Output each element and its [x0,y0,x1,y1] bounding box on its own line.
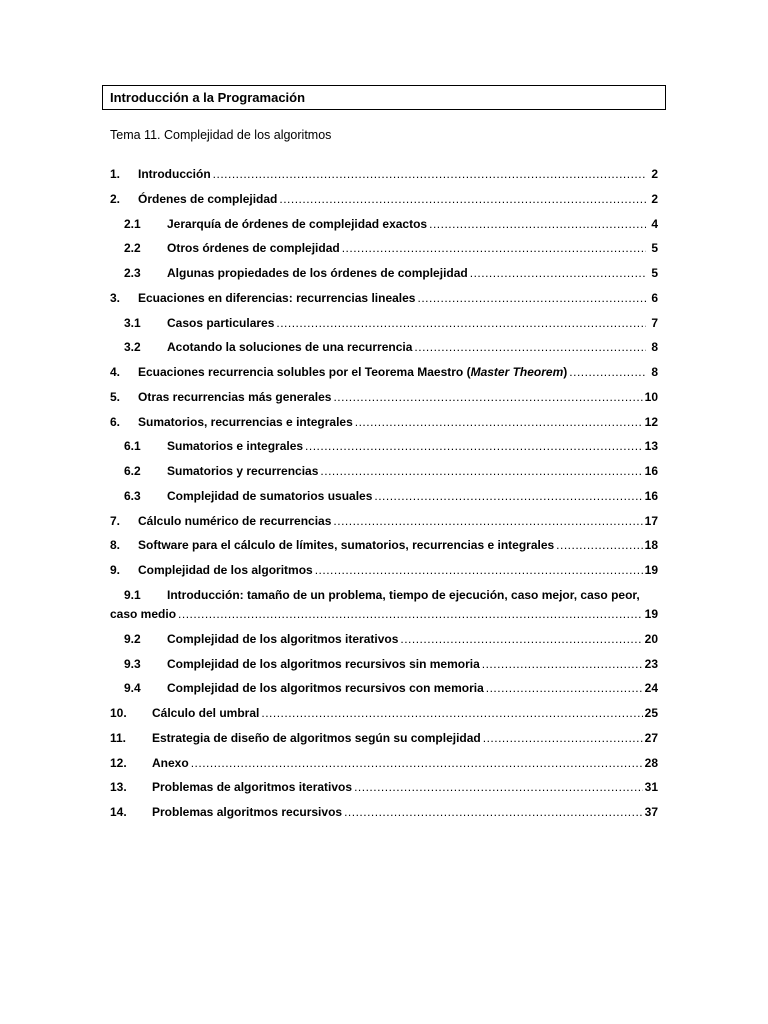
toc-entry-page: 23 [644,656,658,671]
toc-entry-title: Cálculo numérico de recurrencias [138,513,332,528]
toc-entry-page: 8 [651,340,658,355]
toc-entry-title: Complejidad de los algoritmos recursivos con memoria [167,681,484,696]
toc-entry-page: 5 [651,241,658,256]
toc-entry-number: 6.1 [124,439,141,454]
toc-entry-page: 12 [644,414,658,429]
toc-leader-dots [178,607,643,621]
document-title: Introducción a la Programación [110,90,306,105]
toc-entry-number: 9.2 [124,631,141,646]
toc-entry-12[interactable] [110,756,658,781]
toc-entry-number: 3.2 [124,340,141,355]
toc-leader-dots [333,390,642,404]
document-header-box [102,85,666,110]
toc-entry-title: Problemas de algoritmos iterativos [152,780,353,795]
toc-entry-2-2[interactable] [110,241,658,266]
toc-entry-number: 11. [110,730,127,745]
toc-entry-title: Complejidad de los algoritmos [138,563,313,577]
toc-entry-number: 6.3 [124,488,141,503]
toc-leader-dots [279,192,646,206]
toc-entry-page: 8 [651,365,658,379]
toc-entry-11[interactable] [110,731,658,756]
toc-leader-dots [342,241,646,255]
toc-entry-title-end: ) [563,365,568,379]
toc-entry-9-1[interactable] [110,588,658,628]
toc-entry-title: Cálculo del umbral [152,706,260,720]
toc-entry-9-2[interactable] [110,632,658,657]
toc-entry-3[interactable] [110,291,658,316]
toc-leader-dots [414,340,646,354]
toc-leader-dots [276,316,646,330]
toc-leader-dots [556,538,642,552]
toc-entry-3-2[interactable] [110,340,658,365]
toc-entry-6[interactable] [110,415,658,440]
toc-entry-number: 9.4 [124,681,141,696]
toc-leader-dots [305,439,643,453]
toc-entry-number: 2.1 [124,216,141,231]
toc-entry-number: 2.3 [124,266,141,280]
toc-entry-number: 9. [110,563,121,577]
toc-entry-number: 14. [110,805,127,819]
toc-entry-6-1[interactable] [110,439,658,464]
toc-leader-dots [261,706,642,720]
toc-entry-title: Otras recurrencias más generales [138,389,332,404]
toc-entry-page: 20 [644,631,658,646]
toc-entry-number: 9.3 [124,656,141,671]
toc-entry-number: 6. [110,414,121,429]
toc-entry-10[interactable] [110,706,658,731]
toc-entry-5[interactable] [110,390,658,415]
toc-entry-page: 37 [644,805,658,819]
toc-entry-title: Complejidad de los algoritmos iterativos [167,631,399,646]
toc-entry-page: 19 [644,563,658,577]
toc-entry-title: Acotando la soluciones de una recurrencia [167,340,413,355]
toc-entry-title: Algunas propiedades de los órdenes de complejidad [167,266,468,280]
toc-entry-number: 3. [110,290,121,305]
toc-entry-page: 4 [651,216,658,231]
toc-entry-title: Complejidad de sumatorios usuales [167,488,373,503]
toc-entry-title: Casos particulares [167,315,275,330]
toc-entry-number: 9.1 [124,587,141,602]
toc-entry-page: 5 [651,266,658,280]
toc-entry-8[interactable] [110,538,658,563]
toc-entry-2-3[interactable] [110,266,658,291]
toc-entry-title: Complejidad de los algoritmos recursivos sin memoria [167,656,480,671]
toc-entry-number: 6.2 [124,464,141,478]
toc-entry-page: 16 [644,464,658,478]
toc-entry-9-3[interactable] [110,657,658,682]
toc-leader-dots [213,167,646,181]
toc-entry-3-1[interactable] [110,316,658,341]
toc-entry-page: 10 [644,389,658,404]
toc-entry-number: 12. [110,755,127,770]
toc-leader-dots [470,266,646,280]
toc-entry-page: 6 [651,290,658,305]
toc-entry-13[interactable] [110,780,658,805]
toc-entry-number: 7. [110,513,121,528]
toc-entry-6-3[interactable] [110,489,658,514]
toc-entry-title: Introducción: tamaño de un problema, tiempo de ejecución, caso mejor, caso peor, [167,587,640,602]
toc-entry-title: Sumatorios e integrales [167,439,304,454]
toc-entry-9[interactable] [110,563,658,588]
toc-entry-page: 28 [644,755,658,770]
toc-entry-title [138,365,567,379]
toc-entry-title: Jerarquía de órdenes de complejidad exactos [167,216,428,231]
toc-entry-number: 3.1 [124,315,141,330]
toc-entry-7[interactable] [110,514,658,539]
toc-entry-number: 4. [110,365,121,379]
toc-leader-dots [482,657,643,671]
toc-entry-number: 8. [110,538,121,553]
toc-entry-page: 27 [644,730,658,745]
toc-entry-number: 5. [110,389,121,404]
toc-entry-page: 17 [644,513,658,528]
toc-entry-6-2[interactable] [110,464,658,489]
toc-entry-2-1[interactable] [110,217,658,242]
toc-leader-dots [417,291,646,305]
toc-leader-dots [374,489,642,503]
toc-entry-title: Anexo [152,755,189,770]
toc-entry-page: 13 [644,439,658,454]
toc-entry-number: 13. [110,780,127,795]
toc-entry-title: Introducción [138,167,211,181]
toc-entry-page: 19 [644,606,658,621]
toc-leader-dots [355,415,643,429]
toc-leader-dots [486,681,643,695]
toc-leader-dots [400,632,642,646]
toc-leader-dots [483,731,643,745]
toc-entry-number: 10. [110,706,127,720]
toc-entry-title: Sumatorios y recurrencias [167,464,319,478]
toc-leader-dots [315,563,643,577]
toc-entry-page: 31 [644,780,658,795]
toc-entry-number: 1. [110,167,121,181]
toc-entry-4[interactable] [110,365,658,390]
toc-entry-title: Problemas algoritmos recursivos [152,805,343,819]
toc-leader-dots [333,514,642,528]
toc-entry-page: 25 [644,706,658,720]
toc-leader-dots [429,217,646,231]
toc-entry-2[interactable] [110,192,658,217]
toc-entry-14[interactable] [110,805,658,830]
toc-entry-page: 2 [651,167,658,181]
toc-entry-number: 2. [110,191,121,206]
toc-entry-number: 2.2 [124,241,141,256]
toc-entry-title: Estrategia de diseño de algoritmos según su complejidad [152,730,481,745]
toc-entry-title: Sumatorios, recurrencias e integrales [138,414,353,429]
toc-entry-9-4[interactable] [110,681,658,706]
toc-entry-page: 18 [644,538,658,553]
toc-entry-title: Órdenes de complejidad [138,191,278,206]
toc-entry-page: 24 [644,681,658,696]
toc-entry-page: 2 [651,191,658,206]
chapter-subtitle: Tema 11. Complejidad de los algoritmos [110,128,332,142]
table-of-contents [110,167,658,830]
toc-entry-title: Otros órdenes de complejidad [167,241,340,256]
toc-entry-page: 16 [644,488,658,503]
toc-leader-dots [569,365,646,379]
toc-entry-1[interactable] [110,167,658,192]
toc-leader-dots [354,780,643,794]
toc-entry-page: 7 [651,315,658,330]
toc-entry-title-start: Ecuaciones recurrencia solubles por el Teorema Maestro ( [138,365,471,379]
toc-leader-dots [320,464,642,478]
toc-entry-title: Software para el cálculo de límites, sumatorios, recurrencias e integrales [138,538,555,553]
toc-leader-dots [344,805,643,819]
toc-entry-title: Ecuaciones en diferencias: recurrencias lineales [138,290,416,305]
toc-leader-dots [191,756,643,770]
toc-entry-title-continued: caso medio [110,606,177,621]
toc-entry-title-italic: Master Theorem [470,365,564,379]
